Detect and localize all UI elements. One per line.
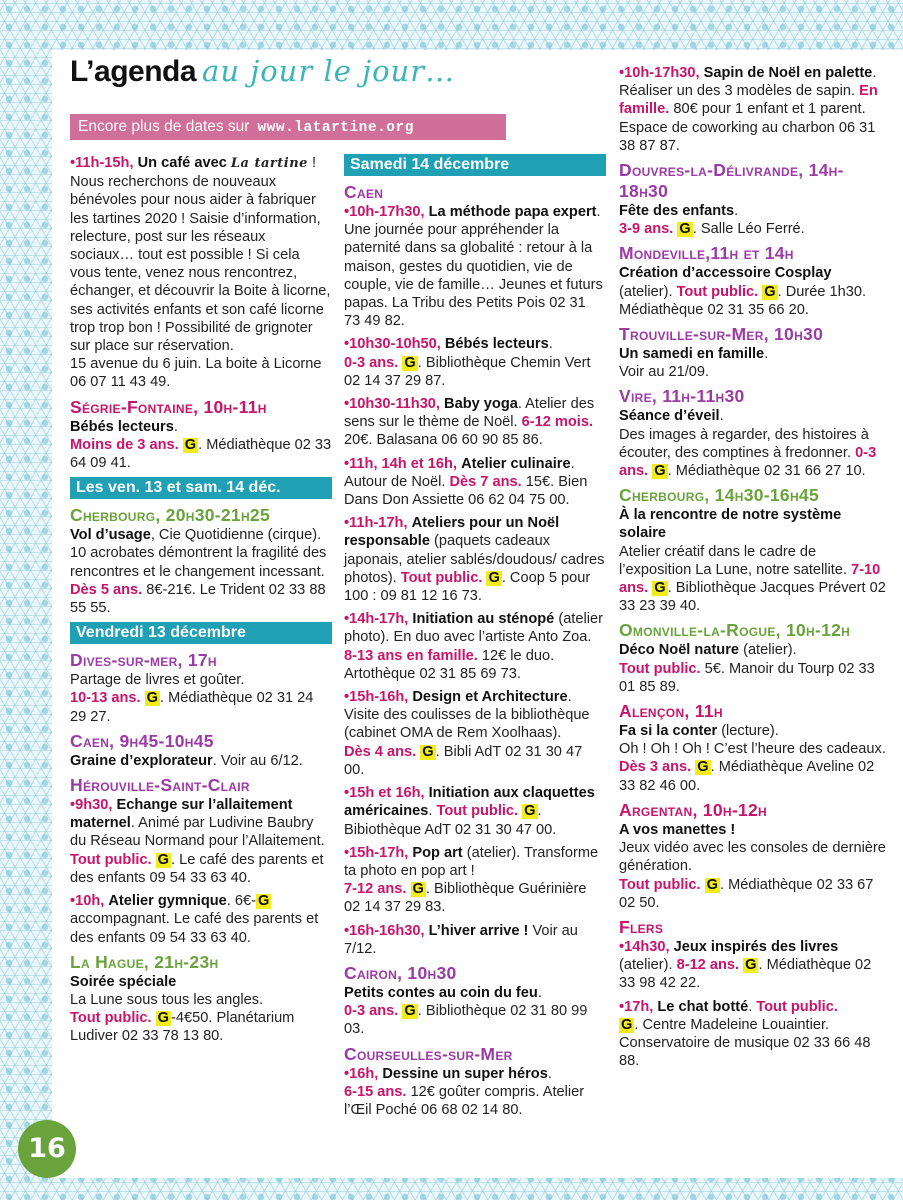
event-hiver: •16h-16h30, L’hiver arrive ! Voir au 7/12. <box>344 922 578 957</box>
free-badge: G <box>257 893 270 910</box>
event-design: •15h-16h, Design et Architecture. Visite des coulisses de la bibliothèque (cabinet OMA de Rem Xoolhaas). Dès 4 ans. G . Bibli AdT 02 31 30 47 00. <box>344 689 590 778</box>
event-vire: Vire, 11h-11h30 Séance d’éveil. Des images à regarder, des histoires à écouter, des comptines à fredonner. 0-3 ans. G . Médiathèque 02 31 66 27 10. <box>619 386 877 480</box>
event-alencon: Alençon, 11h Fa si la conter (lecture). Oh ! Oh ! Oh ! C’est l’heure des cadeaux. Dès 3 ans. G . Médiathèque Aveline 02 33 82 46 00. <box>619 701 886 794</box>
event-stenope: •14h-17h, Initiation au sténopé (atelier photo). En duo avec l’artiste Anto Zoa. 8-13 ans en famille. 12€ le duo. Artothèque 02 31 85 69 73. <box>344 611 603 682</box>
event-culinaire: •11h, 14h et 16h, Atelier culinaire. Autour de Noël. Dès 7 ans. 15€. Bien Dans Don Assiette 06 62 04 75 00. <box>344 455 588 509</box>
event-argentan: Argentan, 10h-12h A vos manettes ! Jeux vidéo avec les consoles de dernière génération. Tout public. G . Médiathèque 02 33 67 02 50. <box>619 799 886 911</box>
event-cherbourg-vol: Cherbourg, 20h30-21h25 Vol d’usage, Cie Quotidienne (cirque). 10 acrobates démontrent la fragilité des rencontres et le changement incessant. Dès 5 ans. 8€-21€. Le Trident 02 33 88 55 55. <box>70 505 327 617</box>
event-segrie: Ségrie-Fontaine, 10h-11h Bébés lecteurs. Moins de 3 ans. G . Médiathèque 02 33 64 09 41. <box>70 396 332 472</box>
event-lahague: La Hague, 21h-23h Soirée spéciale La Lune sous tous les angles. Tout public. G -4€50. Planétarium Ludiver 02 33 78 13 80. <box>70 951 295 1045</box>
event-trouville: Trouville-sur-Mer, 10h30 Un samedi en famille. Voir au 21/09. <box>619 324 824 381</box>
free-badge: G <box>412 881 424 898</box>
free-badge: G <box>157 1010 170 1027</box>
event-omonville: Omonville-la-Rogue, 10h-12h Déco Noël nature (atelier). Tout public. 5€. Manoir du Tourp 02 33 01 85 89. <box>619 620 875 695</box>
free-badge: G <box>146 690 159 707</box>
event-pop-art: •15h-17h, Pop art (atelier). Transforme ta photo en pop art ! 7-12 ans. G . Bibliothèque Guérinière 02 14 37 29 83. <box>344 844 599 916</box>
promo-url[interactable]: www.latartine.org <box>257 120 414 136</box>
free-badge: G <box>706 876 719 893</box>
free-badge: G <box>654 580 666 597</box>
event-baby-yoga: •10h30-11h30, Baby yoga. Atelier des sens sur le thème de Noël. 6-12 mois. 20€. Balasana 06 60 90 85 86. <box>344 396 595 449</box>
promo-banner <box>70 114 506 140</box>
event-cairon: Cairon, 10h30 Petits contes au coin du feu. 0-3 ans. G . Bibliothèque 02 31 80 99 03. <box>344 962 588 1038</box>
latartine-logo: La tartine <box>230 156 308 171</box>
event-herouville: Hérouville-Saint-Clair •9h30, Echange sur l’allaitement maternel. Animé par Ludivine Baubry du Réseau Normand pour l’Allaitement. Tout public. G . Le café des parents et des enfants 09 54 33 63 40. <box>70 775 325 886</box>
page-title <box>70 54 590 106</box>
free-badge: G <box>488 569 500 586</box>
free-badge: G <box>764 283 776 300</box>
event-papa-expert: •10h-17h30, La méthode papa expert. Une journée pour appréhender la paternité dans sa globalité : retour à la maison, gestes du quotidien, vie de couple, vie de famille… Jeunes et futurs papas. La Tribu des Petits Pois 02 31 73 49 82. <box>344 204 603 330</box>
date-header: Les ven. 13 et sam. 14 déc. <box>70 477 332 499</box>
event-cherbourg-solaire: Cherbourg, 14h30-16h45 À la rencontre de notre système solaire Atelier créatif dans le cadre de l’exposition La Lune, notre satellite. 7-10 ans. G . Bibliothèque Jacques Prévert 02 33 23 39 40. <box>619 485 886 615</box>
free-badge: G <box>184 436 197 453</box>
event-jeux-livres: •14h30, Jeux inspirés des livres (atelier). 8-12 ans. G . Médiathèque 02 33 98 42 22. <box>619 938 872 992</box>
event-sapin: •10h-17h30, Sapin de Noël en palette. Réaliser un des 3 modèles de sapin. En famille. 80€ pour 1 enfant et 1 parent. Espace de coworking au charbon 06 31 38 87 87. <box>619 65 878 154</box>
agenda-panel <box>52 50 903 1178</box>
event-cafe: •11h-15h, Un café avec La tartine ! Nous recherchons de nouveaux bénévoles pour nous aider à fabriquer les tartines 2020 ! Saisie d’information, relecture, post sur les réseaux sociaux… tout est possible ! Si cela vous tente, venez nous rencontrez, échanger, et découvrir la Boite à licorne, ses activités enfants et son café licorne trop trop bon ! Possibilité de grignoter sur place sur réservation. 15 avenue du 6 juin. La boite à Licorne 06 07 11 43 49. <box>70 155 331 391</box>
event-bebes-lecteurs: •10h30-10h50, Bébés lecteurs. 0-3 ans. G . Bibliothèque Chemin Vert 02 14 37 29 87. <box>344 336 591 389</box>
event-mondeville: Mondeville,11h et 14h Création d’accessoire Cosplay (atelier). Tout public. G . Durée 1h30. Médiathèque 02 31 35 66 20. <box>619 243 867 318</box>
date-header: Vendredi 13 décembre <box>70 622 332 644</box>
event-courseulles: Courseulles-sur-Mer •16h, Dessine un super héros. 6-15 ans. 12€ goûter compris. Atelier l’Œil Poché 06 68 02 14 80. <box>344 1043 585 1118</box>
city-flers: Flers <box>619 916 664 937</box>
free-badge: G <box>697 759 709 776</box>
free-badge: G <box>422 743 434 760</box>
column-2 <box>344 154 606 1124</box>
event-caen-graine: Caen, 9h45-10h45 Graine d’explorateur. Voir au 6/12. <box>70 730 303 769</box>
promo-text: Encore plus de dates sur <box>78 118 250 135</box>
date-header: Samedi 14 décembre <box>344 154 606 176</box>
free-badge: G <box>404 354 416 371</box>
free-badge: G <box>404 1003 416 1020</box>
free-badge: G <box>621 1016 633 1033</box>
free-badge: G <box>157 851 170 868</box>
event-chat-botte: •17h, Le chat botté. Tout public. G . Centre Madeleine Louaintier. Conservatoire de musique 02 33 66 48 88. <box>619 998 871 1070</box>
event-noel-responsable: •11h-17h, Ateliers pour un Noël responsable (paquets cadeaux japonais, atelier sablés/doudous/ cadres photos). Tout public. G . Coop 5 pour 100 : 09 81 12 16 73. <box>344 515 605 605</box>
column-1 <box>70 154 332 1051</box>
event-gymnique: •10h, Atelier gymnique. 6€- G accompagnant. Le café des parents et des enfants 09 54 33 63 40. <box>70 893 319 946</box>
free-badge: G <box>654 463 666 480</box>
free-badge: G <box>679 221 691 238</box>
event-claquettes: •15h et 16h, Initiation aux claquettes américaines. Tout public. G . Bibiothèque AdT 02 31 30 47 00. <box>344 785 595 838</box>
event-douvres: Douvres-la-Délivrande, 14h-18h30 Fête des enfants. 3-9 ans. G . Salle Léo Ferré. <box>619 160 844 238</box>
title-main: L’agenda <box>70 55 197 88</box>
page-number: 16 <box>18 1120 76 1178</box>
free-badge: G <box>524 803 536 820</box>
event-dives: Dives-sur-mer, 17h Partage de livres et goûter. 10-13 ans. G . Médiathèque 02 31 24 29 27. <box>70 650 314 725</box>
free-badge: G <box>745 957 757 974</box>
city-caen: Caen <box>344 182 384 202</box>
column-3 <box>619 64 889 1075</box>
title-script: au jour le jour… <box>202 54 456 88</box>
